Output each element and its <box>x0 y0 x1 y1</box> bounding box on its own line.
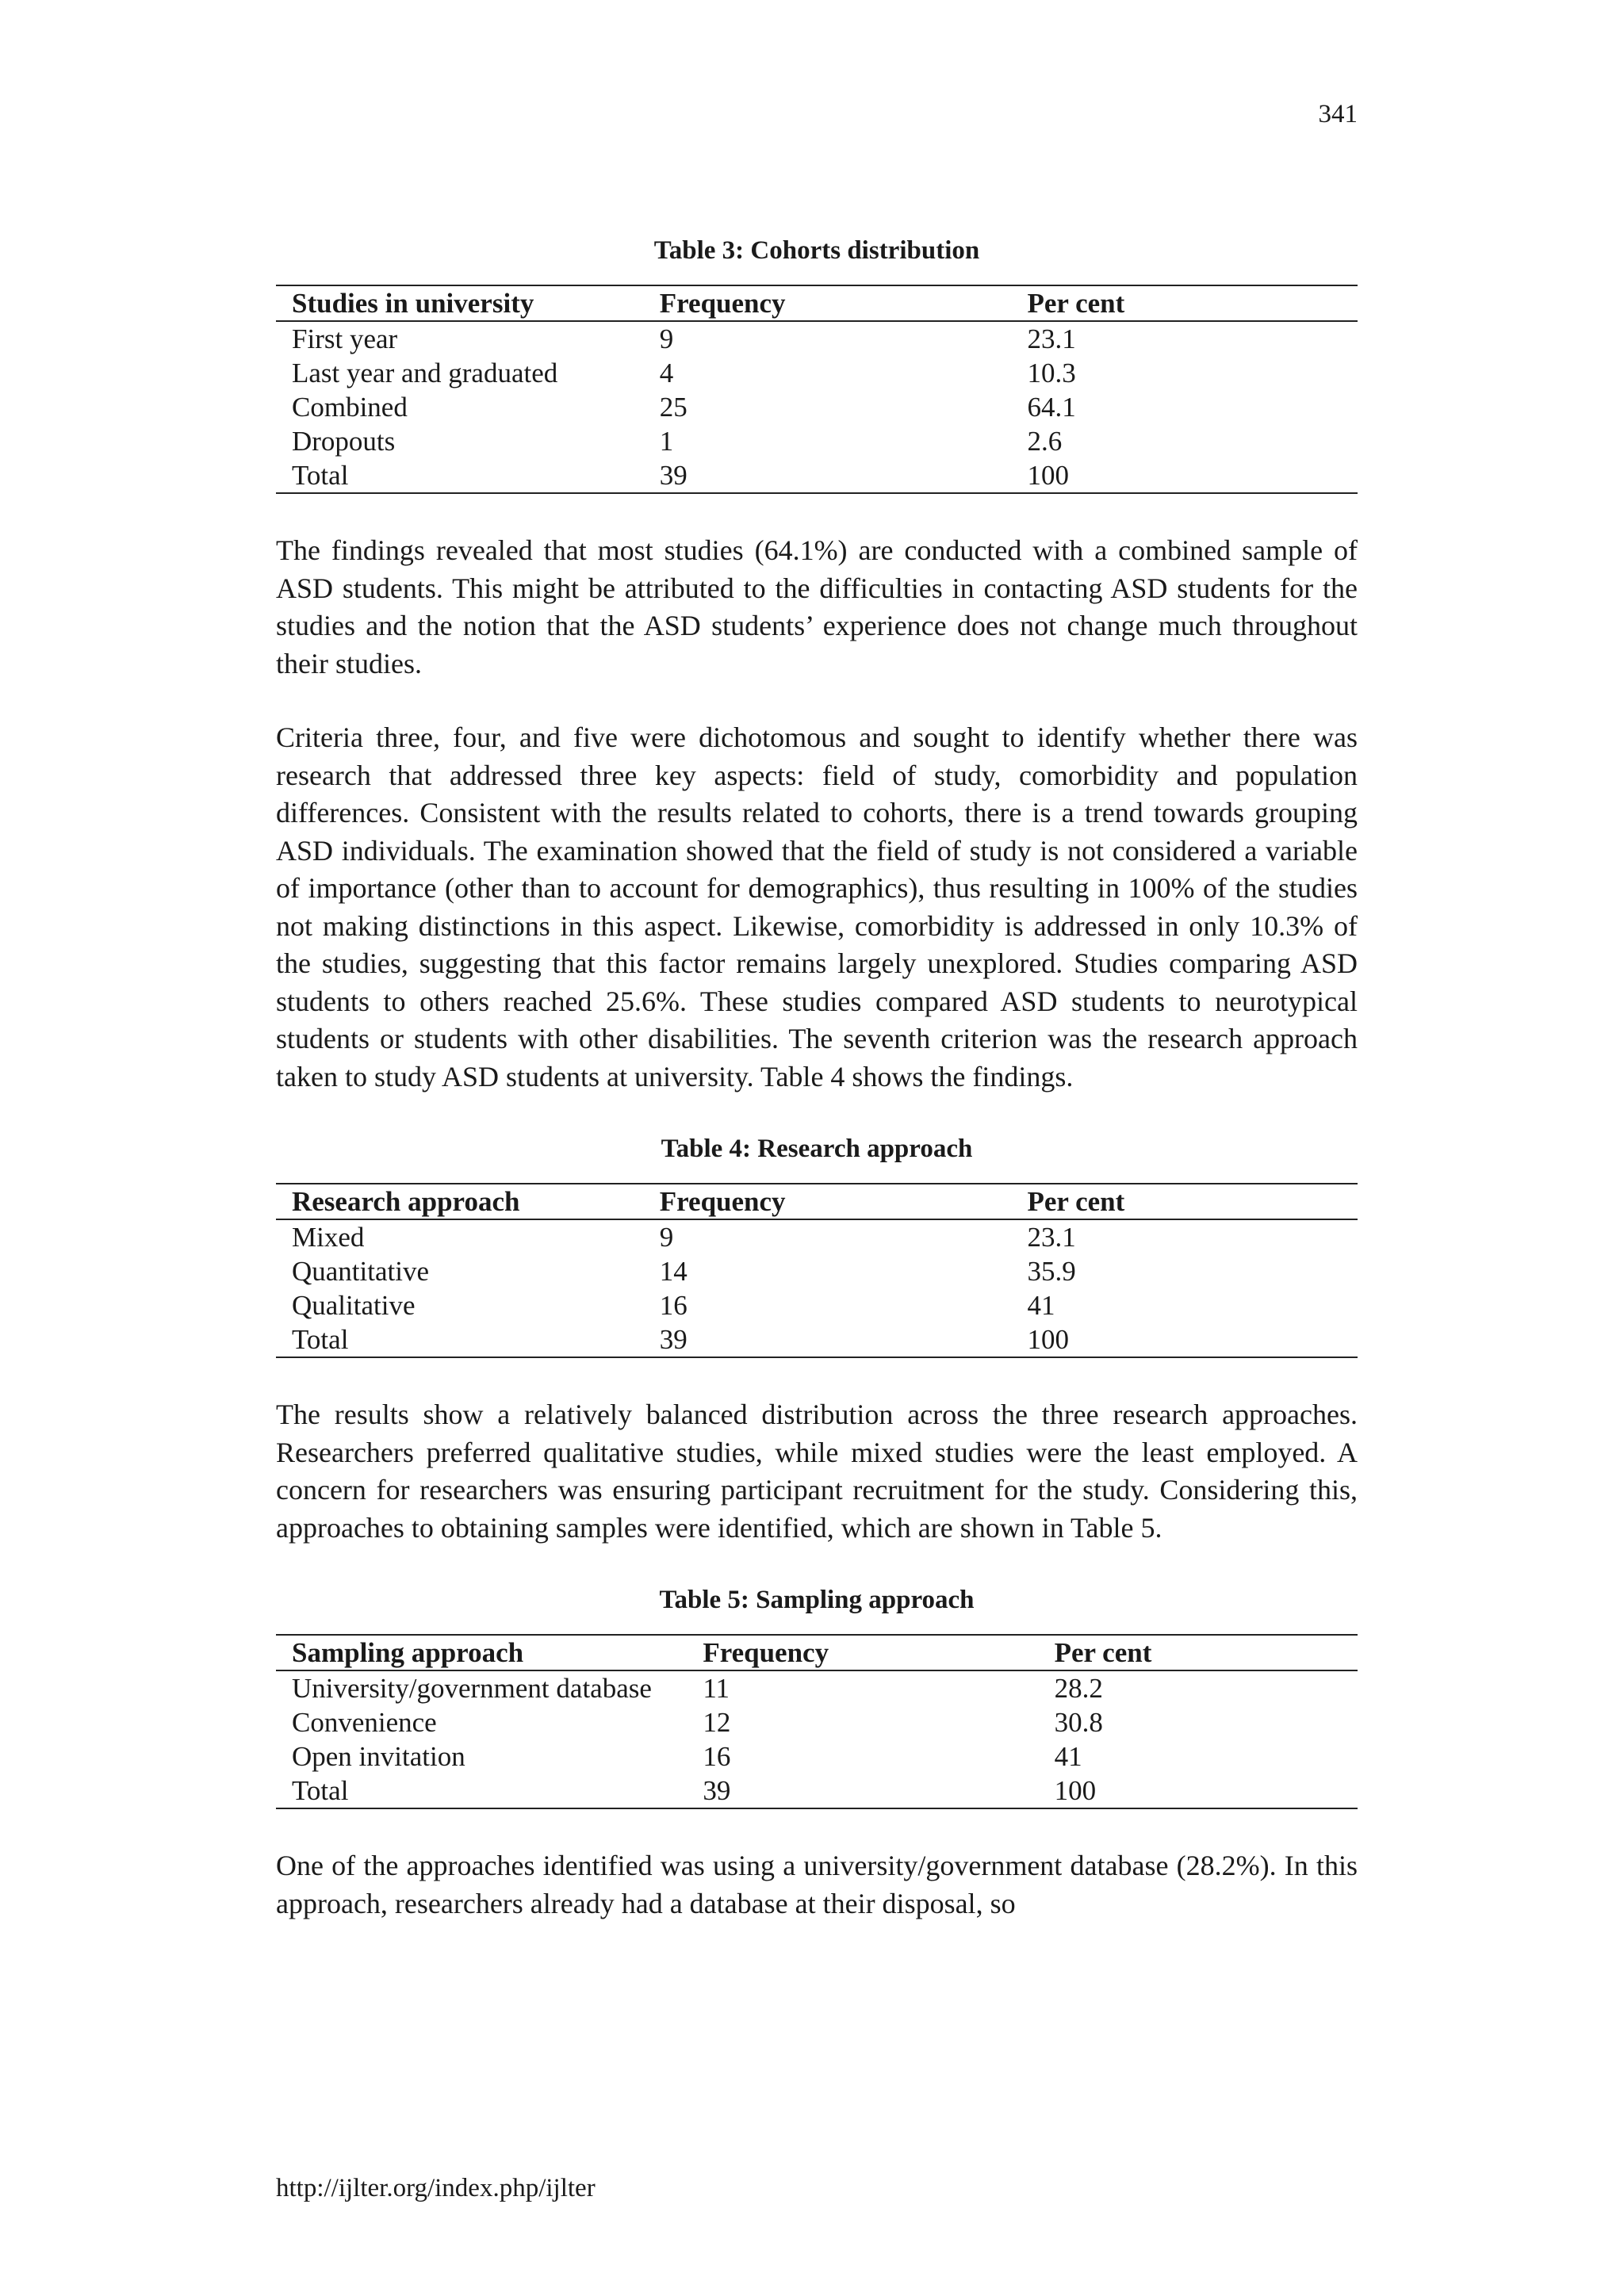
paragraph-4: One of the approaches identified was using a university/government database (28.2%). In this approach, researchers already had a database at their disposal, so <box>276 1850 1358 1919</box>
table-cell: 30.8 <box>1054 1707 1103 1738</box>
table-cell: 39 <box>687 1774 1038 1808</box>
table-row <box>276 1670 1358 1705</box>
table-cell: Qualitative <box>292 1290 416 1321</box>
table-row <box>276 321 1358 356</box>
table4-header-row <box>276 1184 1358 1219</box>
table-cell: 9 <box>659 323 674 354</box>
table-cell: 64.1 <box>1027 392 1076 423</box>
table-cell: 16 <box>659 1290 688 1321</box>
table-cell: 10.3 <box>1027 358 1076 388</box>
table-row <box>276 1254 1358 1288</box>
table-row <box>276 424 1358 458</box>
table-cell: First year <box>292 323 398 354</box>
table-cell: 23.1 <box>1027 323 1076 354</box>
table5-header-col3: Per cent <box>1039 1635 1358 1670</box>
table-cell: Last year and graduated <box>292 358 558 388</box>
table-cell: 9 <box>659 1222 674 1253</box>
page-content <box>276 234 1358 1923</box>
table3-caption: Table 3: Cohorts distribution <box>653 236 980 265</box>
table-row <box>276 1288 1358 1322</box>
table-cell: 14 <box>659 1256 688 1287</box>
table-cell: 28.2 <box>1054 1673 1103 1704</box>
table-cell: 39 <box>644 1322 1012 1357</box>
table5 <box>276 1634 1358 1809</box>
table4-header-col1: Research approach <box>276 1184 644 1219</box>
table-cell: 23.1 <box>1027 1222 1076 1253</box>
table-row <box>276 1705 1358 1739</box>
table-cell: Total <box>276 1322 644 1357</box>
table-cell: 1 <box>659 426 674 457</box>
table-cell: Total <box>276 458 644 493</box>
table5-header-col1: Sampling approach <box>276 1635 687 1670</box>
table3 <box>276 285 1358 494</box>
paragraph-3: The results show a relatively balanced distribution across the three research approaches. Researchers preferred qualitative studies, while mixed studies were the least employed. A concern for researchers was ensuring participant recruitment for the study. Considering this, approaches to obtaining samples were identified, which are shown in Table 5. <box>276 1399 1358 1544</box>
table4-header-col3: Per cent <box>1012 1184 1358 1219</box>
table-cell: 100 <box>1039 1774 1358 1808</box>
table3-header-col2: Frequency <box>644 285 1012 321</box>
table4-header-col2: Frequency <box>644 1184 1012 1219</box>
table-cell: Quantitative <box>292 1256 430 1287</box>
table3-header-row <box>276 285 1358 321</box>
table3-header-col3: Per cent <box>1012 285 1358 321</box>
table5-header-col2: Frequency <box>687 1635 1038 1670</box>
table-cell: 100 <box>1012 1322 1358 1357</box>
table-row-total <box>276 458 1358 493</box>
table-cell: 4 <box>659 358 674 388</box>
table-row-total <box>276 1322 1358 1357</box>
table-cell: Dropouts <box>292 426 396 457</box>
table-row <box>276 356 1358 390</box>
paragraph-2: Criteria three, four, and five were dichotomous and sought to identify whether there was research that addressed three key aspects: field of study, comorbidity and population differences. Consistent with the results related to cohorts, there is a trend towards grouping ASD individuals. The examination showed that the field of study is not considered a variable of importance (other than to account for demographics), thus resulting in 100% of the studies not making distinctions in this aspect. Likewise, comorbidity is addressed in only 10.3% of the studies, suggesting that this factor remains largely unexplored. Studies comparing ASD students to others reached 25.6%. These studies compared ASD students to neurotypical students or students with other disabilities. The seventh criterion was the research approach taken to study ASD students at university. Table 4 shows the findings. <box>276 721 1358 1093</box>
table-cell: Open invitation <box>292 1741 465 1772</box>
table-cell: 2.6 <box>1027 426 1063 457</box>
table-cell: 100 <box>1012 458 1358 493</box>
page-number: 341 <box>1318 100 1358 128</box>
table5-caption: Table 5: Sampling approach <box>659 1586 975 1614</box>
table-cell: 16 <box>703 1741 731 1772</box>
table-cell: 12 <box>703 1707 731 1738</box>
table-cell: 41 <box>1027 1290 1055 1321</box>
table-cell: 39 <box>644 458 1012 493</box>
table-row <box>276 390 1358 424</box>
table4-caption: Table 4: Research approach <box>661 1135 973 1163</box>
table-cell: Combined <box>292 392 408 423</box>
table-cell: 11 <box>703 1673 730 1704</box>
table-row <box>276 1739 1358 1774</box>
table-cell: 25 <box>659 392 688 423</box>
table4 <box>276 1183 1358 1358</box>
table-cell: University/government database <box>292 1673 652 1704</box>
footer-url: http://ijlter.org/index.php/ijlter <box>276 2174 596 2202</box>
table-cell: 41 <box>1054 1741 1082 1772</box>
table5-header-row <box>276 1635 1358 1670</box>
table-cell: Mixed <box>292 1222 365 1253</box>
table-cell: Convenience <box>292 1707 437 1738</box>
paragraph-1: The findings revealed that most studies (64.1%) are conducted with a combined sample of ASD students. This might be attributed to the difficulties in contacting ASD students for the studies and the notion that the ASD students’ experience does not change much throughout their studies. <box>276 534 1358 679</box>
table-cell: Total <box>276 1774 687 1808</box>
table-row-total <box>276 1774 1358 1808</box>
table-cell: 35.9 <box>1027 1256 1076 1287</box>
table3-header-col1: Studies in university <box>276 285 644 321</box>
table-row <box>276 1219 1358 1254</box>
